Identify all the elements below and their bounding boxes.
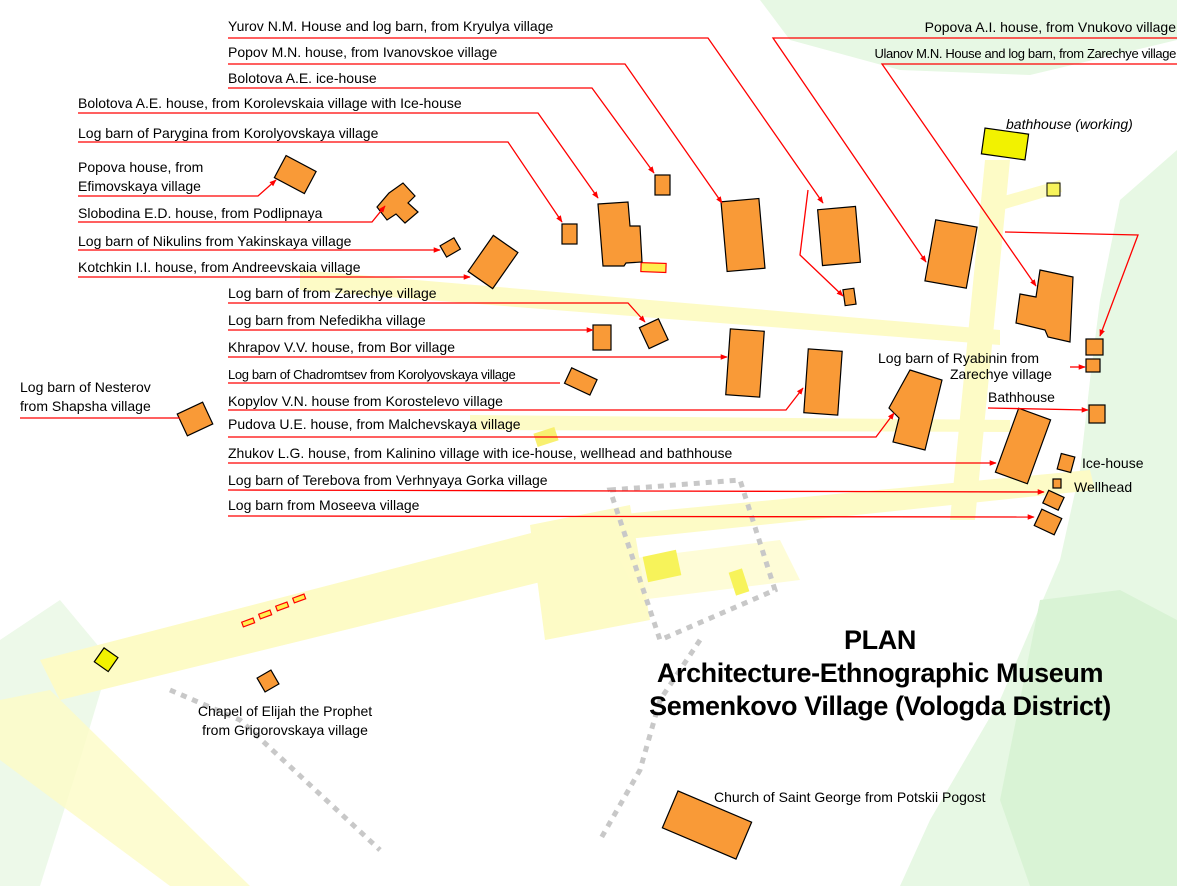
label-ryabinin-line1: Log barn of Ryabinin from xyxy=(878,350,1040,366)
building-pudova xyxy=(889,370,942,450)
building-chapel xyxy=(257,670,279,692)
building-wellhead xyxy=(1053,479,1061,488)
leader-moseeva xyxy=(228,516,1034,517)
label-parygina: Log barn of Parygina from Korolyovskaya village xyxy=(78,125,379,141)
label-popov-mn: Popov M.N. house, from Ivanovskoe village xyxy=(228,44,498,60)
building-ryabinin-1 xyxy=(1086,339,1103,355)
label-chadromtsev: Log barn of Chadromtsev from Korolyovskaya village xyxy=(228,367,516,382)
label-terebova: Log barn of Terebova from Verhnyaya Gorka village xyxy=(228,472,548,488)
label-nesterov-line1: Log barn of Nesterov xyxy=(20,379,151,395)
plan-title-heading: PLAN xyxy=(844,625,916,655)
building-moseeva xyxy=(1034,509,1062,535)
building-khrapov xyxy=(726,329,765,397)
yellow-sheds-bolotova xyxy=(641,263,666,273)
label-ulanov: Ulanov M.N. House and log barn, from Zarechye village xyxy=(874,46,1176,61)
label-nefedikha: Log barn from Nefedikha village xyxy=(228,312,426,328)
building-bolotova-house xyxy=(598,202,642,266)
label-chapel-line2: from Grigorovskaya village xyxy=(202,722,368,738)
building-nikulins xyxy=(440,238,460,257)
leader-bathhouse xyxy=(988,408,1088,410)
label-zarechye-barn: Log barn of from Zarechye village xyxy=(228,285,437,301)
building-ryabinin-2 xyxy=(1086,359,1100,372)
building-popov-mn xyxy=(721,198,765,271)
building-popova xyxy=(274,156,316,194)
building-kotchkin xyxy=(468,235,518,288)
building-chadromtsev xyxy=(565,368,598,395)
label-popova-line2: Efimovskaya village xyxy=(78,178,201,194)
label-bathhouse: Bathhouse xyxy=(988,389,1055,405)
building-kopylov xyxy=(804,349,842,415)
label-wellhead: Wellhead xyxy=(1074,479,1133,495)
building-yurov-house xyxy=(818,206,861,265)
label-khrapov: Khrapov V.V. house, from Bor village xyxy=(228,339,455,355)
label-bathhouse-working: bathhouse (working) xyxy=(1006,116,1133,132)
label-nikulins: Log barn of Nikulins from Yakinskaya village xyxy=(78,233,352,249)
label-pudova: Pudova U.E. house, from Malchevskaya village xyxy=(228,416,521,432)
building-slobodina xyxy=(377,183,418,223)
building-bolotova-ice xyxy=(655,175,670,195)
label-popova-line1: Popova house, from xyxy=(78,159,204,175)
label-chapel-line1: Chapel of Elijah the Prophet xyxy=(197,703,373,719)
building-icehouse xyxy=(1057,453,1075,472)
small-shed-northeast xyxy=(1047,183,1060,196)
label-nesterov-line2: from Shapsha village xyxy=(20,398,151,414)
label-church: Church of Saint George from Potskii Pogost xyxy=(714,789,986,805)
plan-title-village: Semenkovo Village (Vologda District) xyxy=(649,691,1111,721)
road-diagonal-east xyxy=(560,470,1095,545)
label-kotchkin: Kotchkin I.I. house, from Andreevskaia village xyxy=(78,259,361,275)
building-ulanov xyxy=(1016,270,1073,342)
building-zhukov xyxy=(995,408,1050,484)
label-moseeva: Log barn from Moseeva village xyxy=(228,497,420,513)
building-yurov-barn xyxy=(843,288,856,305)
label-kopylov: Kopylov V.N. house from Korostelevo village xyxy=(228,393,503,409)
building-nefedikha xyxy=(593,325,611,350)
building-bathhouse xyxy=(1089,405,1105,423)
plan-title-museum: Architecture-Ethnographic Museum xyxy=(656,658,1104,688)
leader-yurov xyxy=(228,38,823,203)
label-popova-ai: Popova A.I. house, from Vnukovo village xyxy=(924,19,1176,35)
label-slobodina: Slobodina E.D. house, from Podlipnaya xyxy=(78,205,323,221)
label-zhukov: Zhukov L.G. house, from Kalinino village with ice-house, wellhead and bathhouse xyxy=(228,445,733,461)
label-ryabinin-line2: Zarechye village xyxy=(950,366,1052,382)
label-icehouse: Ice-house xyxy=(1082,455,1144,471)
building-zarechye-barn xyxy=(639,319,668,349)
plan-title-block xyxy=(600,624,1160,723)
building-nesterov xyxy=(177,402,213,436)
building-parygina xyxy=(562,224,577,244)
label-bolotova-ice: Bolotova A.E. ice-house xyxy=(228,70,377,86)
label-bolotova-house: Bolotova A.E. house, from Korolevskaia village with Ice-house xyxy=(78,95,462,111)
label-yurov: Yurov N.M. House and log barn, from Kryulya village xyxy=(228,18,554,34)
building-popova-ai xyxy=(925,220,977,288)
